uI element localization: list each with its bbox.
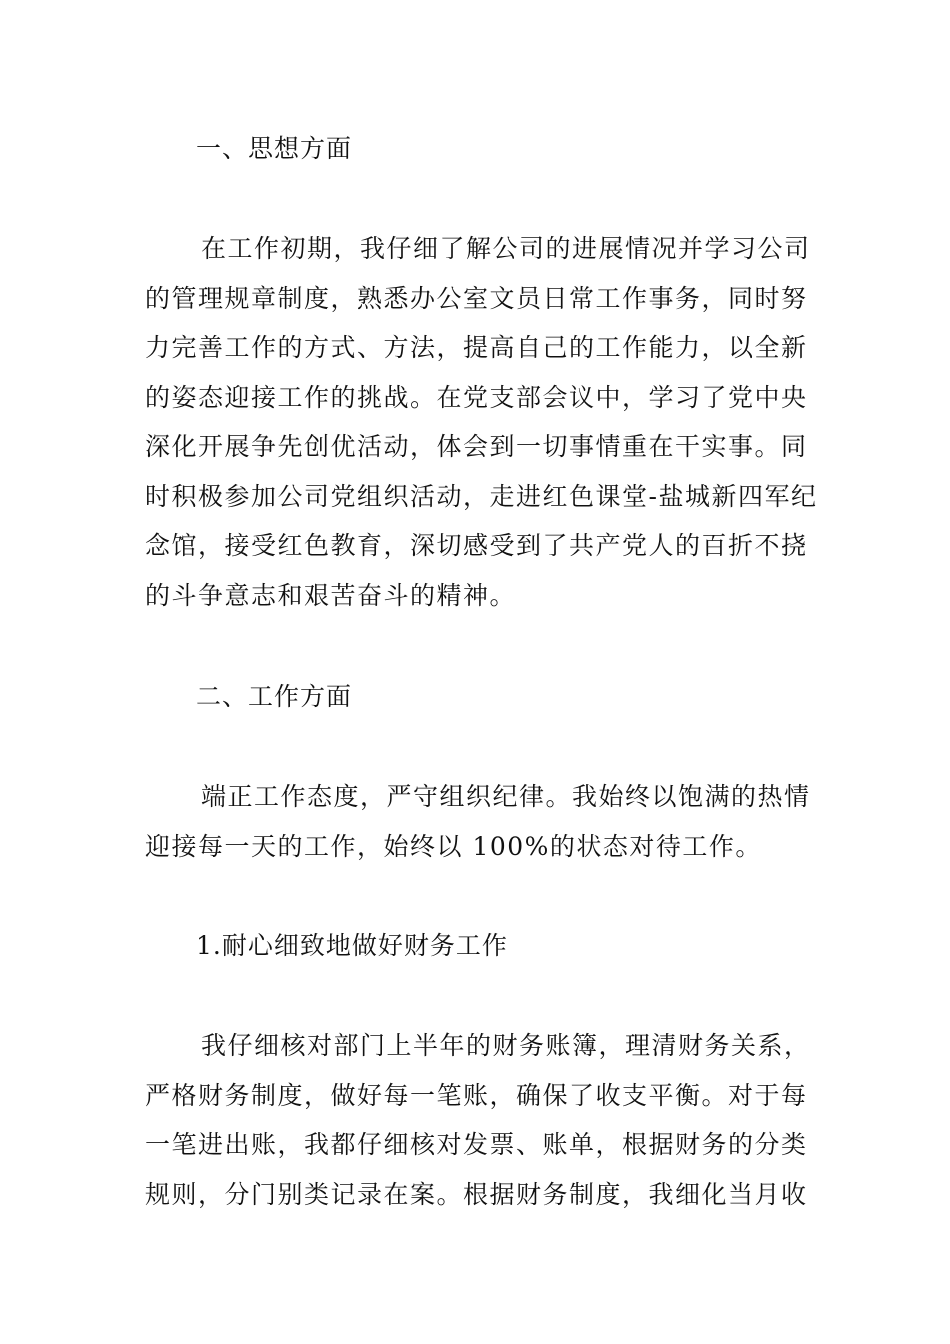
paragraph-line: 念馆，接受红色教育，深切感受到了共产党人的百折不挠	[145, 531, 808, 560]
subsection-heading-finance: 1.耐心细致地做好财务工作	[196, 931, 508, 960]
paragraph-line: 深化开展争先创优活动，体会到一切事情重在干实事。同	[145, 432, 808, 461]
paragraph-work-attitude	[145, 772, 810, 871]
paragraph-line: 规则，分门别类记录在案。根据财务制度，我细化当月收	[145, 1179, 808, 1209]
paragraph-thought	[145, 224, 818, 620]
paragraph-line: 端正工作态度，严守组织纪律。我始终以饱满的热情	[201, 782, 811, 811]
paragraph-line: 我仔细核对部门上半年的财务账簿，理清财务关系，	[201, 1031, 811, 1060]
paragraph-line: 时积极参加公司党组织活动，走进红色课堂-盐城新四军纪	[145, 481, 818, 511]
paragraph-finance	[145, 1021, 810, 1219]
section-heading-work: 二、工作方面	[196, 682, 353, 711]
paragraph-line: 的斗争意志和艰苦奋斗的精神。	[145, 580, 517, 610]
paragraph-line: 一笔进出账，我都仔细核对发票、账单，根据财务的分类	[145, 1130, 808, 1159]
paragraph-line: 迎接每一天的工作，始终以 100%的状态对待工作。	[145, 831, 762, 861]
paragraph-line: 在工作初期，我仔细了解公司的进展情况并学习公司	[201, 234, 811, 263]
paragraph-line: 力完善工作的方式、方法，提高自己的工作能力，以全新	[145, 333, 808, 362]
section-heading-thought: 一、思想方面	[196, 134, 353, 163]
paragraph-line: 的姿态迎接工作的挑战。在党支部会议中，学习了党中央	[145, 382, 808, 412]
paragraph-line: 的管理规章制度，熟悉办公室文员日常工作事务，同时努	[145, 283, 808, 313]
paragraph-line: 严格财务制度，做好每一笔账，确保了收支平衡。对于每	[145, 1080, 808, 1110]
